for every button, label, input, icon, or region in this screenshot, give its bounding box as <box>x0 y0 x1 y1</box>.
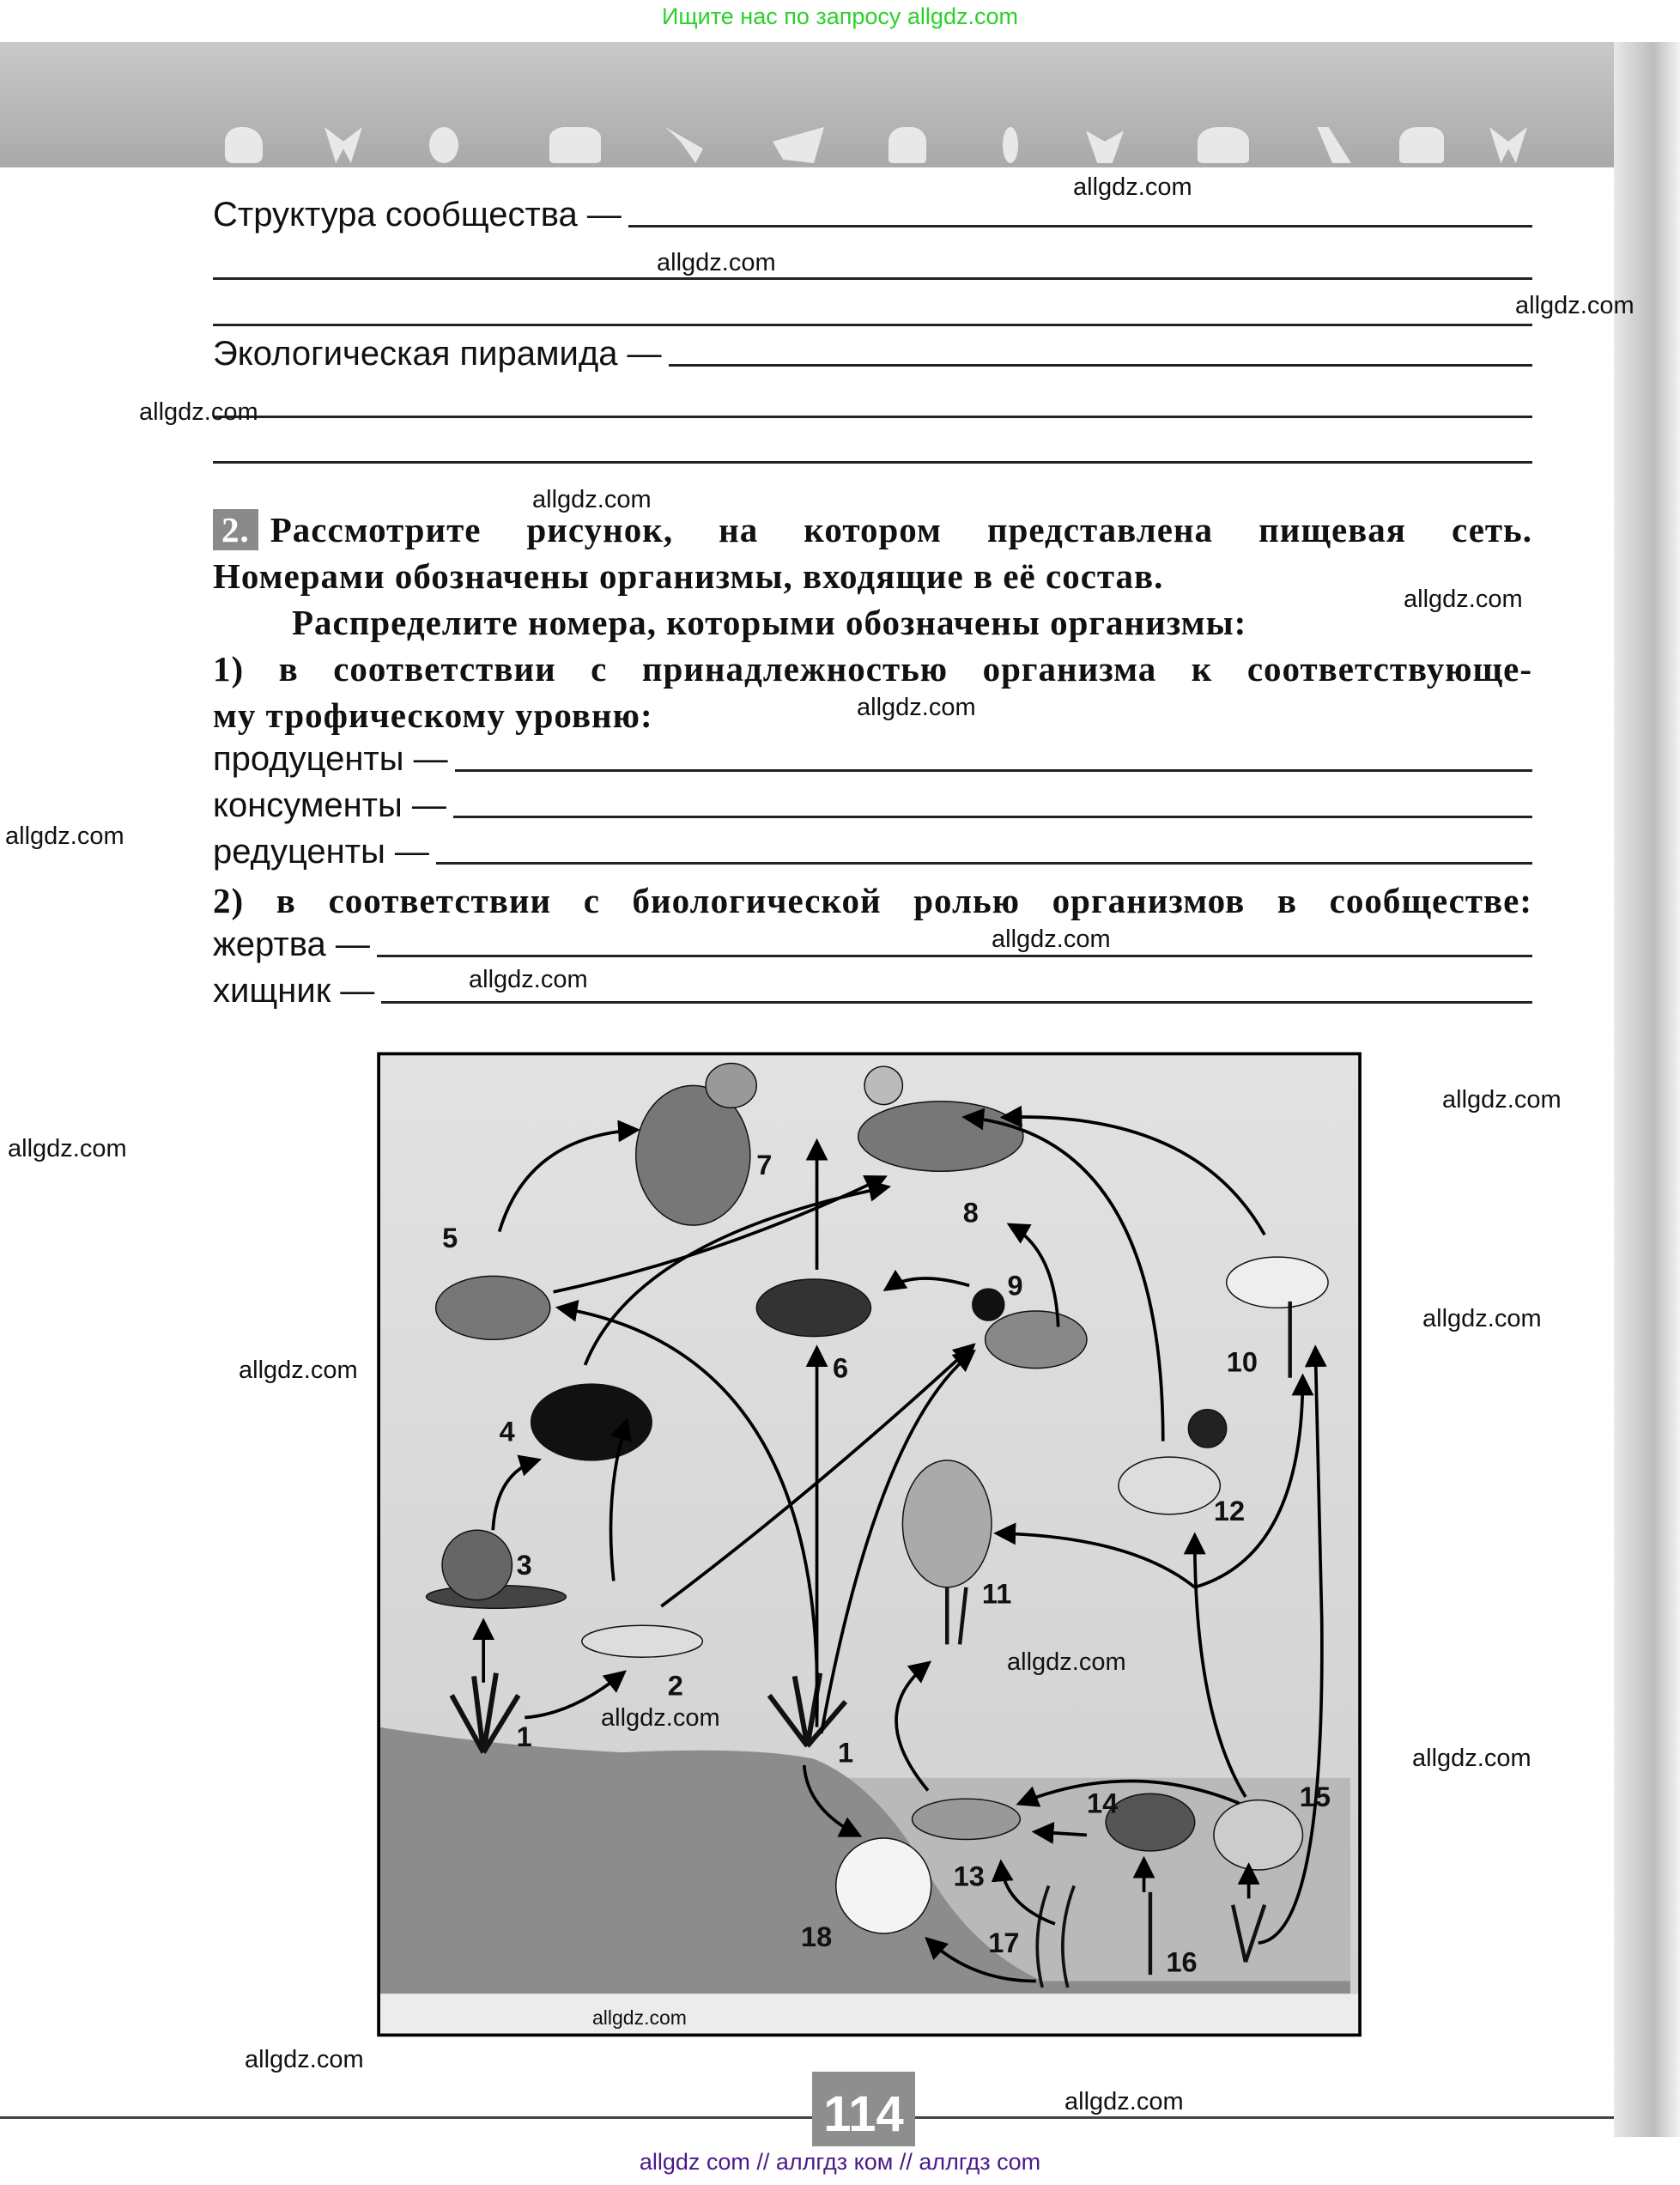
organism-label: 8 <box>962 1197 979 1229</box>
bottom-banner-link[interactable]: allgdz com // аллгдз ком // аллгдз com <box>639 2149 1041 2175</box>
watermark: allgdz.com <box>857 694 976 721</box>
organism-label: 7 <box>756 1149 773 1181</box>
watermark: allgdz.com <box>139 398 258 426</box>
answer-line[interactable] <box>213 324 1532 326</box>
organism-label: 11 <box>981 1578 1012 1610</box>
deer-icon <box>1399 127 1444 163</box>
mole-icon <box>531 1384 652 1460</box>
field-label: хищник — <box>213 972 375 1010</box>
prey-field <box>213 926 1532 964</box>
task-text-line: му трофическому уровню: <box>213 695 653 735</box>
answer-line[interactable] <box>213 461 1532 464</box>
vole-icon <box>436 1276 550 1339</box>
page-edge-shadow <box>1614 42 1680 2137</box>
watermark: allgdz.com <box>8 1135 127 1162</box>
answer-line[interactable] <box>455 769 1532 772</box>
answer-line[interactable] <box>453 816 1532 818</box>
seahorse-icon <box>1003 127 1018 163</box>
organism-label: 18 <box>801 1921 833 1952</box>
antelope-icon <box>889 127 926 163</box>
watermark: allgdz.com <box>1412 1745 1531 1772</box>
field-label: консументы — <box>213 786 446 824</box>
fish-icon <box>913 1799 1021 1839</box>
grasshopper-icon <box>582 1625 703 1657</box>
task-text-line <box>213 509 1532 550</box>
watermark: allgdz.com <box>1064 2088 1184 2115</box>
pond-snail-icon <box>1106 1794 1195 1851</box>
predator-field <box>213 972 1532 1011</box>
boar-icon <box>1198 127 1249 163</box>
scorpion-icon <box>429 127 458 163</box>
bacteria-icon <box>836 1838 931 1933</box>
answer-line[interactable] <box>377 955 1532 957</box>
definition-pyramid <box>213 335 1532 373</box>
rat-icon <box>756 1279 870 1337</box>
organism-label: 1 <box>837 1737 854 1769</box>
task-text-line: Номерами обозначены организмы, входящие в её состав. <box>213 556 1164 596</box>
organism-label: 15 <box>1299 1781 1331 1813</box>
horse-icon <box>549 127 601 163</box>
watermark: allgdz.com <box>601 1704 720 1732</box>
answer-line[interactable] <box>669 364 1532 367</box>
organism-label: 13 <box>953 1860 985 1892</box>
page-bottom-rule <box>0 2116 1614 2119</box>
task-text-line: 2) в соответствии с биологической ролью организмов в сообществе: <box>213 881 1532 920</box>
organism-label: 5 <box>442 1223 458 1254</box>
organism-label: 16 <box>1166 1946 1198 1978</box>
organism-label: 14 <box>1086 1787 1119 1819</box>
answer-line[interactable] <box>213 416 1532 418</box>
field-label: редуценты — <box>213 833 429 871</box>
organism-label: 2 <box>667 1670 683 1702</box>
task-text-line: 1) в соответствии с принадлежностью организма к соответствующе- <box>213 649 1532 689</box>
watermark: allgdz.com <box>1442 1086 1562 1114</box>
organism-label: 17 <box>988 1927 1020 1959</box>
diagram-bottom <box>379 1994 1360 2035</box>
organism-label: 4 <box>499 1416 515 1448</box>
organism-label: 6 <box>833 1352 849 1384</box>
term-label: Структура сообщества — <box>213 196 622 234</box>
organism-label: 3 <box>516 1550 532 1581</box>
answer-line[interactable] <box>381 1001 1532 1004</box>
watermark: allgdz.com <box>239 1357 358 1384</box>
organism-label: 1 <box>516 1721 532 1752</box>
watermark: allgdz.com <box>657 249 776 276</box>
answer-line[interactable] <box>436 862 1532 865</box>
plankton-icon <box>1214 1800 1303 1870</box>
food-web-diagram <box>369 1047 1365 2043</box>
producers-field <box>213 740 1532 779</box>
decomposers-field <box>213 833 1532 871</box>
term-label: Экологическая пирамида — <box>213 335 662 373</box>
watermark: allgdz.com <box>245 2046 364 2073</box>
task-number-badge: 2. <box>213 509 258 550</box>
organism-label: 9 <box>1007 1270 1023 1302</box>
page-number: 114 <box>812 2072 915 2146</box>
definition-structure <box>213 196 1532 234</box>
watermark: allgdz.com <box>1073 173 1192 201</box>
watermark: allgdz.com <box>1422 1305 1542 1332</box>
organism-label: 10 <box>1226 1346 1258 1378</box>
watermark: allgdz.com <box>1515 292 1635 319</box>
task-text-line: Распределите номера, которыми обозначены организмы: <box>292 603 1247 642</box>
watermark: allgdz.com <box>469 966 588 993</box>
answer-line[interactable] <box>628 225 1532 228</box>
field-label: продуценты — <box>213 740 448 778</box>
watermark: allgdz.com <box>992 926 1111 953</box>
watermark: allgdz.com <box>532 486 652 513</box>
consumers-field <box>213 786 1532 825</box>
answer-line[interactable] <box>213 277 1532 280</box>
organism-label: 12 <box>1213 1496 1246 1527</box>
field-label: жертва — <box>213 926 370 963</box>
watermark: allgdz.com <box>5 822 124 850</box>
watermark: allgdz.com <box>592 2006 687 2029</box>
watermark: allgdz.com <box>1404 586 1523 613</box>
task-text: Рассмотрите рисунок, на котором представлена пищевая сеть. <box>270 510 1532 549</box>
watermark: allgdz.com <box>1007 1648 1126 1676</box>
bison-icon <box>225 127 263 163</box>
top-banner-link[interactable]: Ищите нас по запросу allgdz.com <box>662 3 1018 29</box>
